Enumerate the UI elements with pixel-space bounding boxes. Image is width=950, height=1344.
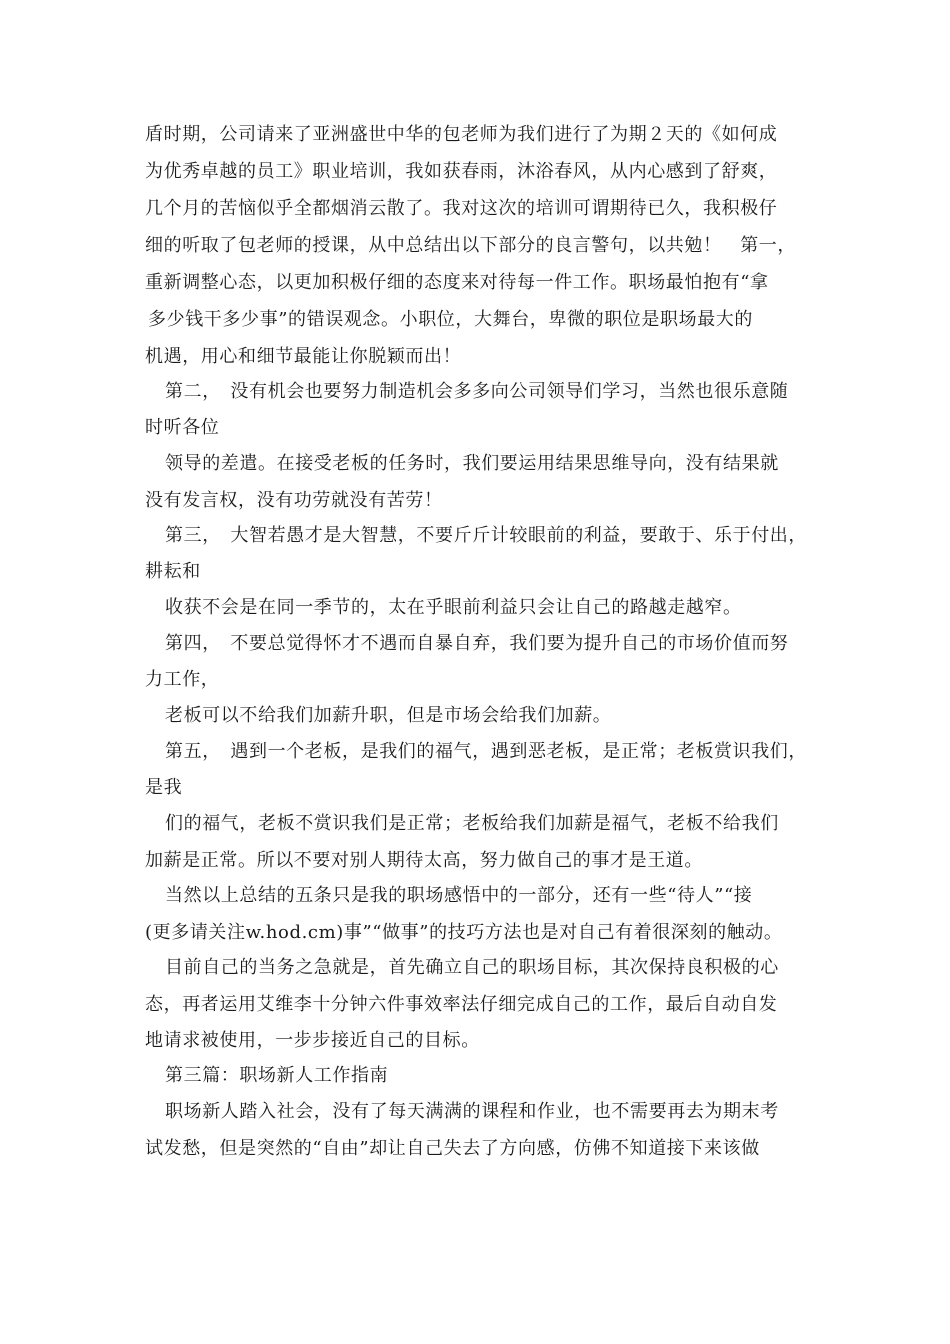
text-line: 时听各位 (145, 417, 220, 438)
text-line: 重新调整心态，以更加积极仔细的态度来对待每一件工作。职场最怕抱有“拿 (145, 272, 769, 293)
text-line: 当然以上总结的五条只是我的职场感悟中的一部分，还有一些“待人”“接 (165, 885, 753, 906)
text-line: 老板可以不给我们加薪升职，但是市场会给我们加薪。 (165, 705, 612, 726)
text-line: 没有发言权，没有功劳就没有苦劳！ (145, 490, 443, 511)
text-line: (更多请关注w.hod.cm)事”“做事”的技巧方法也是对自己有着很深刻的触动。 (145, 922, 783, 943)
text-line: 第二， 没有机会也要努力制造机会多多向公司领导们学习，当然也很乐意随 (165, 381, 789, 402)
text-line: 细的听取了包老师的授课，从中总结出以下部分的良言警句，以共勉！ 第一， (145, 235, 796, 256)
section-heading: 第三篇：职场新人工作指南 (165, 1065, 389, 1086)
text-line: 多少钱干多少事”的错误观念。小职位，大舞台，卑微的职位是职场最大的 (148, 309, 753, 330)
text-line: 几个月的苦恼似乎全都烟消云散了。我对这次的培训可谓期待已久，我积极仔 (145, 198, 778, 219)
text-line: 试发愁，但是突然的“自由”却让自己失去了方向感，仿佛不知道接下来该做 (145, 1138, 760, 1159)
text-line: 耕耘和 (145, 561, 201, 582)
text-line: 盾时期，公司请来了亚洲盛世中华的包老师为我们进行了为期２天的《如何成 (145, 124, 778, 145)
text-line: 领导的差遣。在接受老板的任务时，我们要运用结果思维导向，没有结果就 (165, 453, 779, 474)
text-line: 地请求被使用，一步步接近自己的目标。 (145, 1030, 480, 1051)
text-line: 第四， 不要总觉得怀才不遇而自暴自弃，我们要为提升自己的市场价值而努 (165, 633, 789, 654)
text-line: 是我 (145, 777, 183, 798)
text-line: 职场新人踏入社会，没有了每天满满的课程和作业，也不需要再去为期末考 (165, 1101, 779, 1122)
text-line: 目前自己的当务之急就是，首先确立自己的职场目标，其次保持良积极的心 (165, 957, 779, 978)
text-line: 加薪是正常。所以不要对别人期待太高，努力做自己的事才是王道。 (145, 850, 703, 871)
text-line: 们的福气，老板不赏识我们是正常；老板给我们加薪是福气，老板不给我们 (165, 813, 779, 834)
text-line: 态，再者运用艾维李十分钟六件事效率法仔细完成自己的工作，最后自动自发 (145, 994, 778, 1015)
text-line: 第五， 遇到一个老板，是我们的福气，遇到恶老板，是正常；老板赏识我们， (165, 741, 807, 762)
text-line: 第三， 大智若愚才是大智慧，不要斤斤计较眼前的利益，要敢于、乐于付出， (165, 525, 807, 546)
text-line: 为优秀卓越的员工》职业培训，我如获春雨，沐浴春风，从内心感到了舒爽， (145, 161, 778, 182)
text-line: 力工作， (145, 669, 220, 690)
text-line: 机遇，用心和细节最能让你脱颖而出！ (145, 346, 462, 367)
text-line: 收获不会是在同一季节的，太在乎眼前利益只会让自己的路越走越窄。 (165, 597, 742, 618)
